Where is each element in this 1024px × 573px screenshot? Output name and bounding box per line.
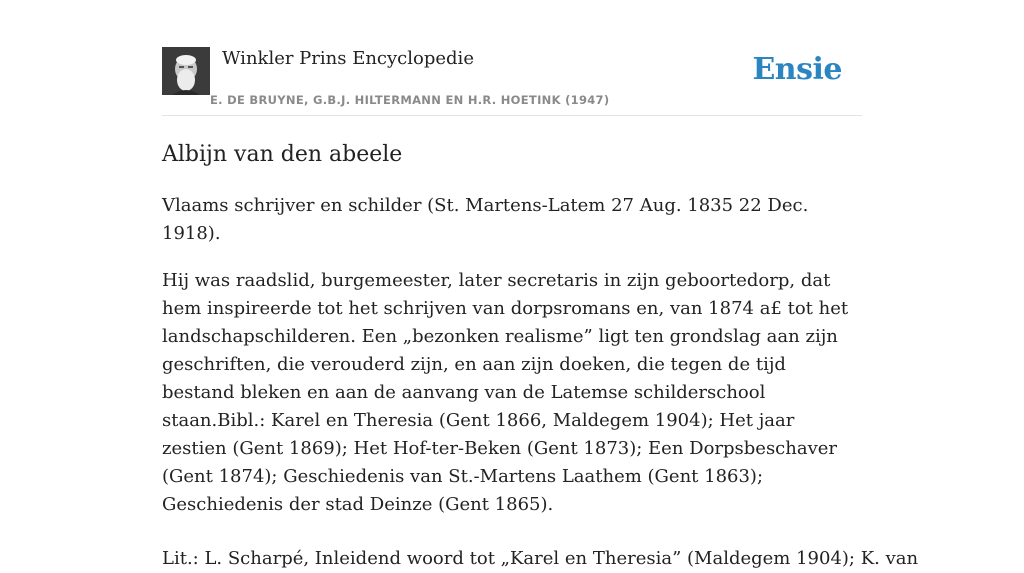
brand-logo[interactable]: Ensie xyxy=(752,52,842,87)
author-portrait[interactable] xyxy=(162,47,210,95)
article-title: Albijn van den abeele xyxy=(162,142,403,167)
book-authors: E. DE BRUYNE, G.B.J. HILTERMANN EN H.R. HOETINK (1947) xyxy=(210,93,610,107)
article-summary: Vlaams schrijver en schilder (St. Martens-Latem 27 Aug. 1835 22 Dec. 1918). xyxy=(162,195,809,244)
article-literature: Lit.: L. Scharpé, Inleidend woord tot „Karel en Theresia” (Maldegem 1904); K. van xyxy=(162,548,919,569)
article xyxy=(162,140,919,573)
book-header xyxy=(162,45,862,116)
book-title[interactable]: Winkler Prins Encyclopedie xyxy=(222,48,474,69)
article-body: Hij was raadslid, burgemeester, later secretaris in zijn geboortedorp, dat hem inspireerde tot het schrijven van dorpsromans en, van 1874 a£ tot het landschapschilderen. Een „bezonken realisme” ligt ten grondslag aan zijn geschriften, die verouderd zijn, en aan zijn doeken, die tegen de tijd bestand bleken en aan de aanvang van de Latemse schilderschool staan.Bibl.: Karel en Theresia (Gent 1866, Maldegem 1904); Het jaar zestien (Gent 1869); Het Hof-ter-Beken (Gent 1873); Een Dorpsbeschaver (Gent 1874); Geschiedenis van St.-Martens Laathem (Gent 1863); Geschiedenis der stad Deinze (Gent 1865). xyxy=(162,270,849,515)
